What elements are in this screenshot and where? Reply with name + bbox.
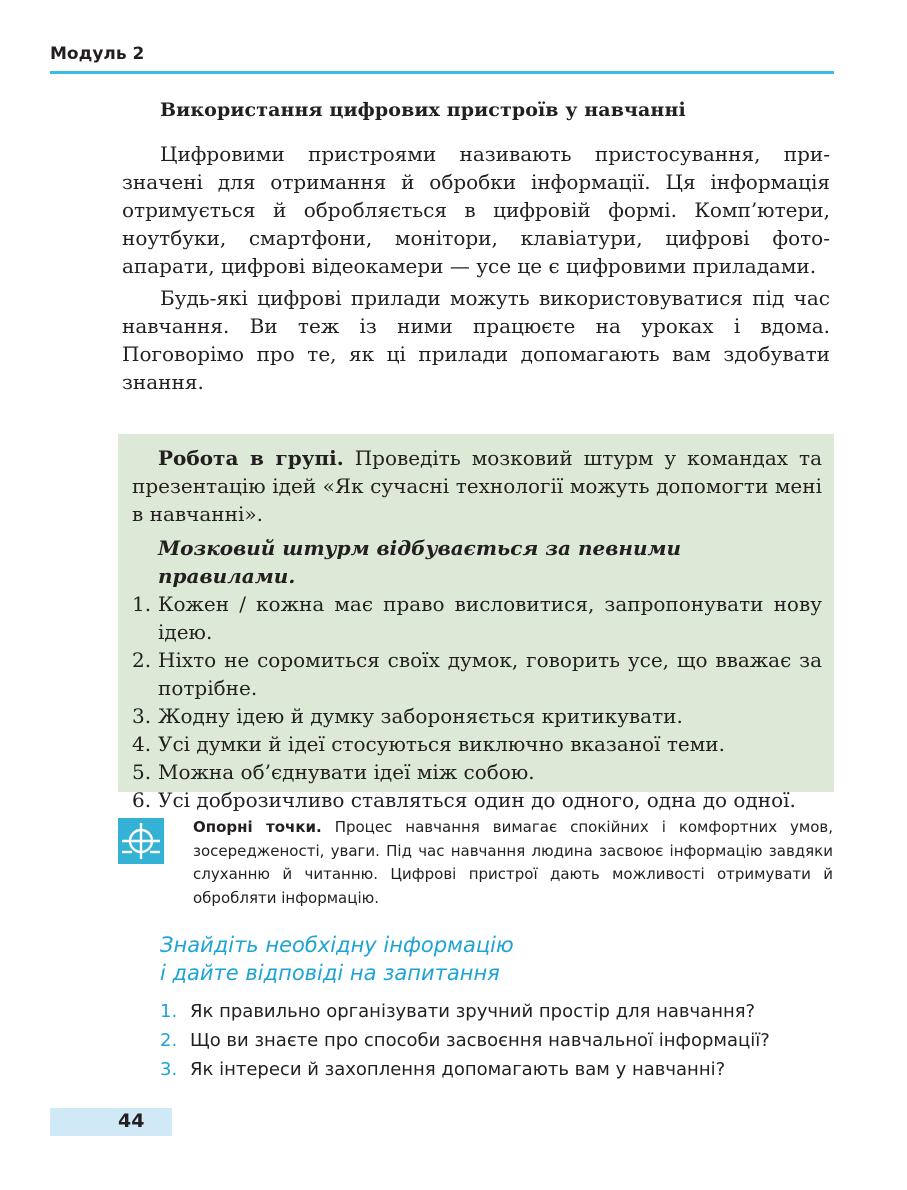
group-work-box	[118, 434, 834, 812]
list-item	[132, 786, 822, 814]
section-title: Використання цифрових пристроїв у навчанні	[160, 99, 686, 121]
list-item	[132, 590, 822, 646]
module-label: Модуль 2	[50, 44, 145, 64]
key-points-note	[193, 816, 833, 910]
question-text: Як правильно організувати зручний простір для навчання?	[190, 1001, 756, 1022]
question-number: 2.	[160, 1030, 178, 1051]
page-number-bar	[50, 1108, 172, 1136]
rule-text: Жодну ідею й думку забороняється критикувати.	[158, 704, 683, 728]
rule-text: Усі думки й ідеї стосуються виключно вказаної теми.	[158, 732, 725, 756]
rule-number: 2.	[132, 648, 152, 672]
rule-text: Можна об’єднувати ідеї між собою.	[158, 760, 535, 784]
rule-number: 1.	[132, 592, 152, 616]
rule-number: 4.	[132, 732, 152, 756]
questions-heading	[160, 931, 514, 987]
rule-number: 3.	[132, 704, 152, 728]
question-number: 3.	[160, 1059, 178, 1080]
questions-list	[160, 997, 840, 1084]
list-item	[160, 1026, 840, 1055]
rules-heading: Мозковий штурм відбувається за певними правилами.	[158, 536, 682, 588]
paragraph: Цифровими пристроями називають пристосування, призначені для отримання й обробки інформації. Ця інформація отримується й обробляється в цифровій формі. Комп’ютери, ноутбуки, смартфони, монітори, клавіатури, цифрові фотоапарати, цифрові відеокамери — усе це є цифровими приладами.	[122, 142, 830, 278]
key-points-text: Процес навчання вимагає спокійних і комфортних умов, зосередженості, уваги. Під час навчання людина засвоює інформацію завдяки слуханню й читанню. Цифрові пристрої дають можливості отримувати й обробляти інформацію.	[193, 818, 833, 907]
target-crosshair-icon	[118, 818, 164, 864]
list-item	[160, 997, 840, 1026]
group-work-text: Проведіть мозковий штурм у командах та презентацію ідей «Як сучасні технології можуть допомогти мені в навчанні».	[132, 446, 822, 526]
rule-text: Ніхто не соромиться своїх думок, говорить усе, що вважає за потрібне.	[158, 648, 822, 700]
page-number: 44	[118, 1110, 145, 1132]
list-item	[132, 702, 822, 730]
rule-text: Усі доброзичливо ставляться один до одного, одна до одної.	[158, 788, 796, 812]
question-number: 1.	[160, 1001, 178, 1022]
rule-text: Кожен / кожна має право висловитися, запропонувати нову ідею.	[158, 592, 822, 644]
group-work-label: Робота в групі.	[158, 446, 344, 470]
paragraph: Будь-які цифрові прилади можуть використовуватися під час навчання. Ви теж із ними працюєте на уроках і вдома. Поговорімо про те, як ці прилади допомагають вам здобувати знання.	[122, 286, 830, 394]
question-text: Що ви знаєте про способи засвоєння навчальної інформації?	[190, 1030, 770, 1051]
list-item	[132, 758, 822, 786]
list-item	[132, 730, 822, 758]
key-points-label: Опорні точки.	[193, 818, 322, 836]
rules-list	[132, 590, 822, 814]
module-header-rule	[50, 71, 834, 74]
section-body	[122, 140, 830, 396]
list-item	[160, 1055, 840, 1084]
question-text: Як інтереси й захоплення допомагають вам у навчанні?	[190, 1059, 726, 1080]
rule-number: 6.	[132, 788, 152, 812]
group-work-intro	[132, 444, 822, 528]
list-item	[132, 646, 822, 702]
questions-heading-line: і дайте відповіді на запитання	[160, 961, 500, 985]
questions-heading-line: Знайдіть необхідну інформацію	[160, 933, 514, 957]
rule-number: 5.	[132, 760, 152, 784]
